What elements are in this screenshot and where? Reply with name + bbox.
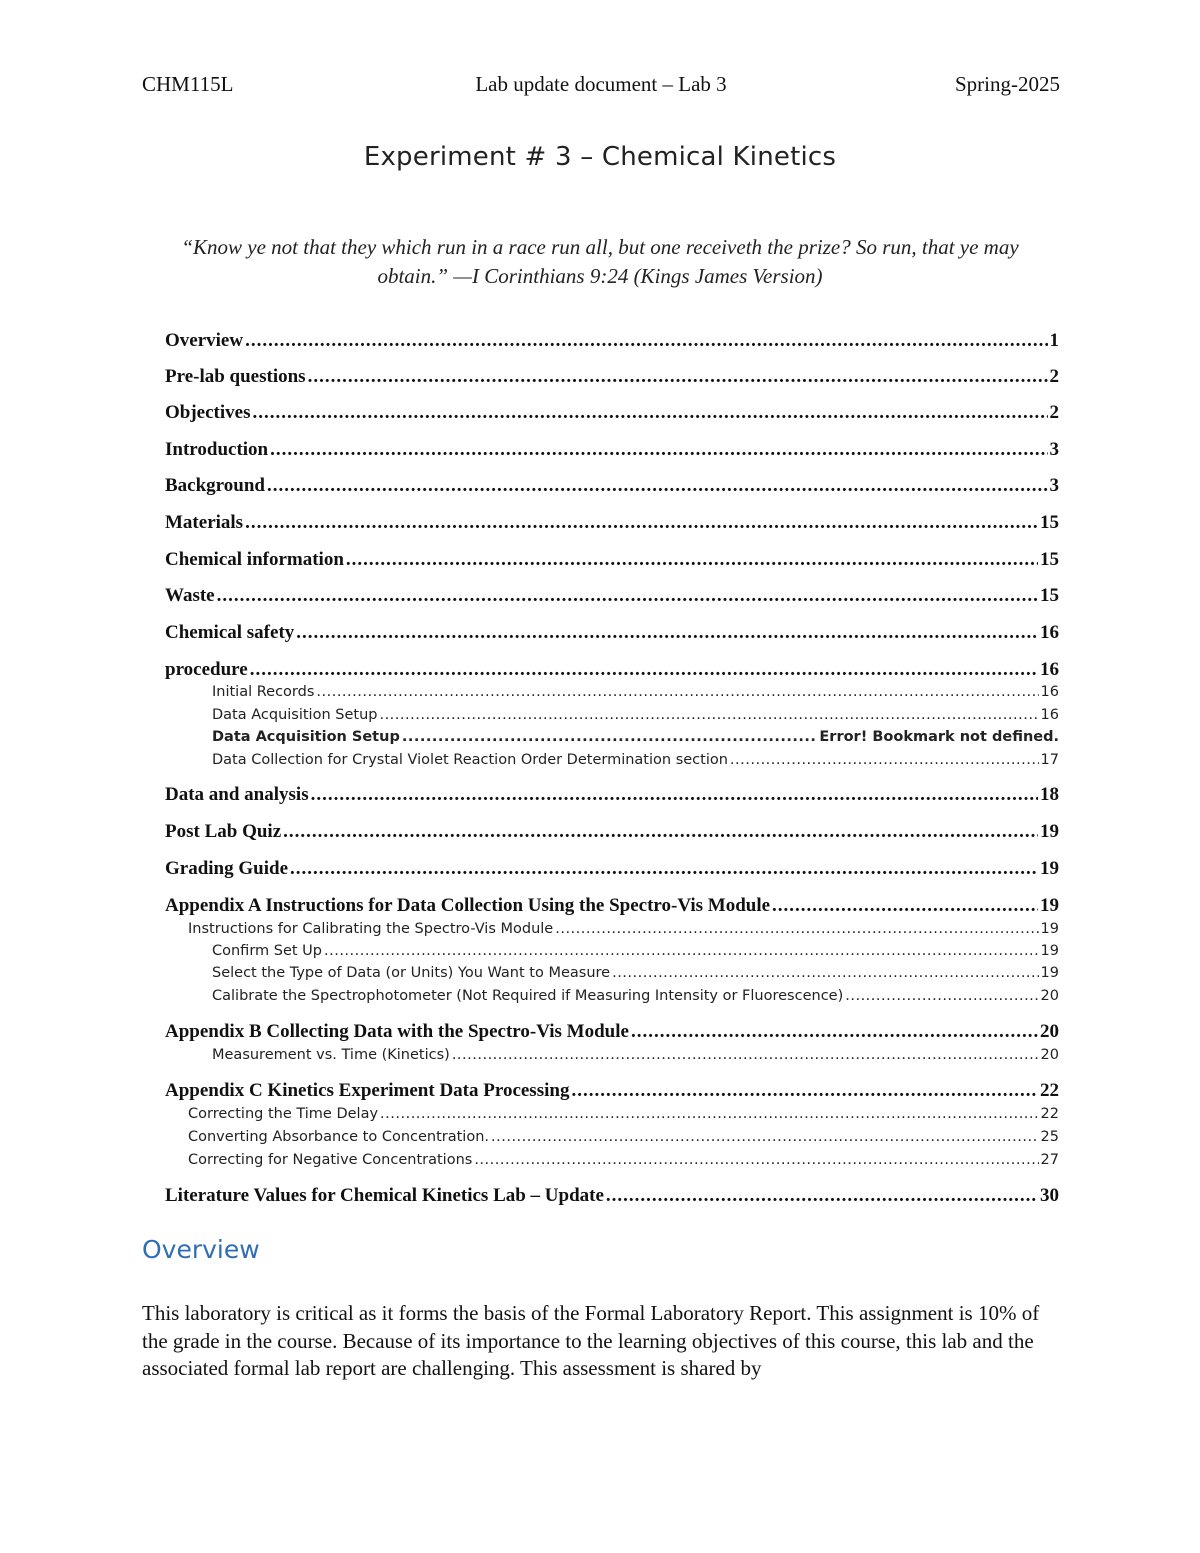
toc-entry[interactable]: Objectives ..... 2 [165, 400, 1059, 426]
overview-heading: Overview [142, 1235, 260, 1264]
toc-entry[interactable]: Post Lab Quiz ..... 19 [165, 819, 1059, 845]
header-course-code: CHM115L [142, 72, 234, 96]
toc-entry[interactable]: Waste ..... 15 [165, 583, 1059, 609]
toc-entry[interactable]: Appendix A Instructions for Data Collection Using the Spectro-Vis Module ..... 19 [165, 893, 1059, 919]
toc-entry[interactable]: Grading Guide ..... 19 [165, 856, 1059, 882]
toc-entry[interactable]: Appendix C Kinetics Experiment Data Processing ..... 22 [165, 1078, 1059, 1104]
toc-subentry[interactable]: Confirm Set Up ..... 19 [212, 941, 1059, 962]
toc-entry[interactable]: Background ..... 3 [165, 473, 1059, 499]
toc-entry[interactable]: Data and analysis ..... 18 [165, 782, 1059, 808]
header-term: Spring-2025 [955, 72, 1060, 96]
toc-entry[interactable]: Overview ..... 1 [165, 328, 1059, 354]
page-header [142, 72, 1060, 102]
toc-subentry[interactable]: Correcting for Negative Concentrations ..... 27 [188, 1150, 1059, 1171]
toc-entry[interactable]: procedure ..... 16 [165, 657, 1059, 683]
toc-subentry[interactable]: Initial Records ..... 16 [212, 682, 1059, 703]
toc-subentry[interactable]: Converting Absorbance to Concentration. ..... 25 [188, 1127, 1059, 1148]
bookmark-error-text: Error! Bookmark not defined. [819, 729, 1059, 745]
overview-paragraph: This laboratory is critical as it forms the basis of the Formal Laboratory Report. This assignment is 10% of the grade in the course. Because of its importance to the learning objectives of this course, this lab and the associated formal lab report are challenging. This assessment is shared by [142, 1301, 1040, 1380]
toc-subentry[interactable]: Measurement vs. Time (Kinetics) ..... 20 [212, 1045, 1059, 1066]
toc-subentry[interactable]: Data Collection for Crystal Violet Reaction Order Determination section ..... 17 [212, 750, 1059, 771]
toc-subentry[interactable]: Select the Type of Data (or Units) You Want to Measure ..... 19 [212, 963, 1059, 984]
toc-entry[interactable]: Introduction ..... 3 [165, 437, 1059, 463]
toc-entry[interactable]: Materials ..... 15 [165, 510, 1059, 536]
document-title: Experiment # 3 – Chemical Kinetics [363, 142, 837, 172]
toc-entry[interactable]: Chemical safety ..... 16 [165, 620, 1059, 646]
toc-entry[interactable]: Chemical information ..... 15 [165, 547, 1059, 573]
toc-entry[interactable]: Literature Values for Chemical Kinetics Lab – Update ..... 30 [165, 1183, 1059, 1209]
toc-entry[interactable]: Pre-lab questions ..... 2 [165, 364, 1059, 390]
toc-subentry[interactable]: Instructions for Calibrating the Spectro-Vis Module ..... 19 [188, 919, 1059, 940]
epigraph-quote: “Know ye not that they which run in a race run all, but one receiveth the prize? So run, that ye may obtain.” —I Corinthians 9:24 (Kings James Version) [181, 235, 1019, 288]
header-document-title: Lab update document – Lab 3 [475, 72, 727, 96]
toc-subentry[interactable]: Calibrate the Spectrophotometer (Not Required if Measuring Intensity or Fluorescence) ..... 20 [212, 986, 1059, 1007]
toc-subentry[interactable]: Correcting the Time Delay ..... 22 [188, 1104, 1059, 1125]
toc-subentry-error[interactable]: Data Acquisition Setup ..... Error! Bookmark not defined. [212, 727, 1059, 748]
toc-entry[interactable]: Appendix B Collecting Data with the Spectro-Vis Module ..... 20 [165, 1019, 1059, 1045]
toc-subentry[interactable]: Data Acquisition Setup ..... 16 [212, 705, 1059, 726]
